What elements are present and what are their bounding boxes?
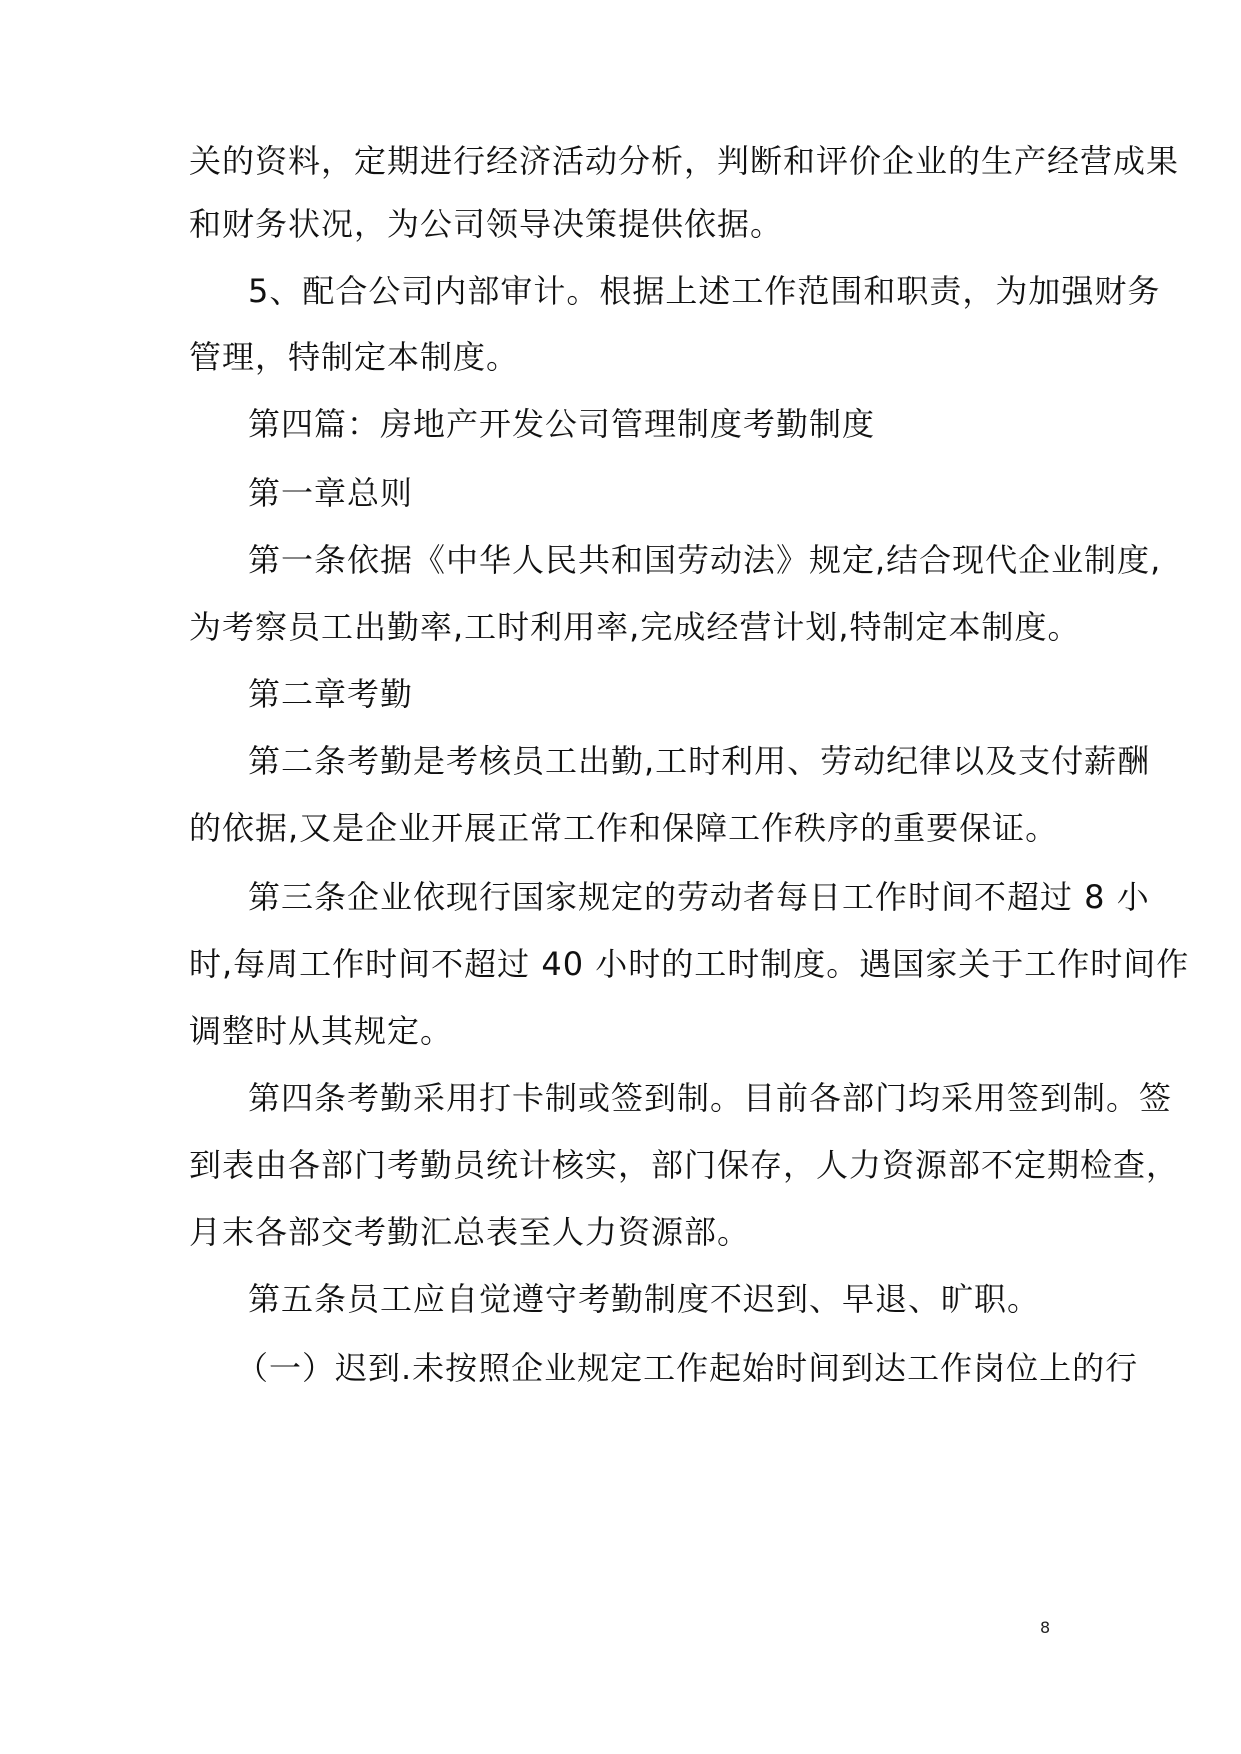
article-1-line-1: 第一条依据《中华人民共和国劳动法》规定,结合现代企业制度,	[248, 541, 1162, 579]
chapter-heading-2: 第二章考勤	[248, 675, 414, 713]
article-3-line-1: 第三条企业依现行国家规定的劳动者每日工作时间不超过 8 小	[248, 878, 1150, 916]
article-4-line-1: 第四条考勤采用打卡制或签到制。目前各部门均采用签到制。签	[248, 1079, 1173, 1117]
article-1-line-2: 为考察员工出勤率,工时利用率,完成经营计划,特制定本制度。	[189, 608, 1081, 646]
section-title: 第四篇：房地产开发公司管理制度考勤制度	[248, 405, 876, 443]
article-5-item-1: （一）迟到.未按照企业规定工作起始时间到达工作岗位上的行	[236, 1349, 1139, 1387]
article-2-line-1: 第二条考勤是考核员工出勤,工时利用、劳动纪律以及支付薪酬	[248, 742, 1151, 780]
page-number: 8	[1040, 1618, 1051, 1637]
article-3-line-3: 调整时从其规定。	[189, 1012, 454, 1050]
article-4-line-3: 月末各部交考勤汇总表至人力资源部。	[189, 1213, 751, 1251]
text-line-4: 管理，特制定本制度。	[189, 338, 520, 376]
article-2-line-2: 的依据,又是企业开展正常工作和保障工作秩序的重要保证。	[189, 809, 1059, 847]
text-line-3: 5、配合公司内部审计。根据上述工作范围和职责，为加强财务	[248, 272, 1161, 310]
article-5-line-1: 第五条员工应自觉遵守考勤制度不迟到、早退、旷职。	[248, 1280, 1041, 1318]
text-line-1: 关的资料，定期进行经济活动分析，判断和评价企业的生产经营成果	[189, 142, 1180, 180]
text-line-2: 和财务状况，为公司领导决策提供依据。	[189, 205, 784, 243]
article-3-line-2: 时,每周工作时间不超过 40 小时的工时制度。遇国家关于工作时间作	[189, 945, 1190, 983]
article-4-line-2: 到表由各部门考勤员统计核实，部门保存，人力资源部不定期检查，	[189, 1146, 1180, 1184]
chapter-heading-1: 第一章总则	[248, 474, 414, 512]
